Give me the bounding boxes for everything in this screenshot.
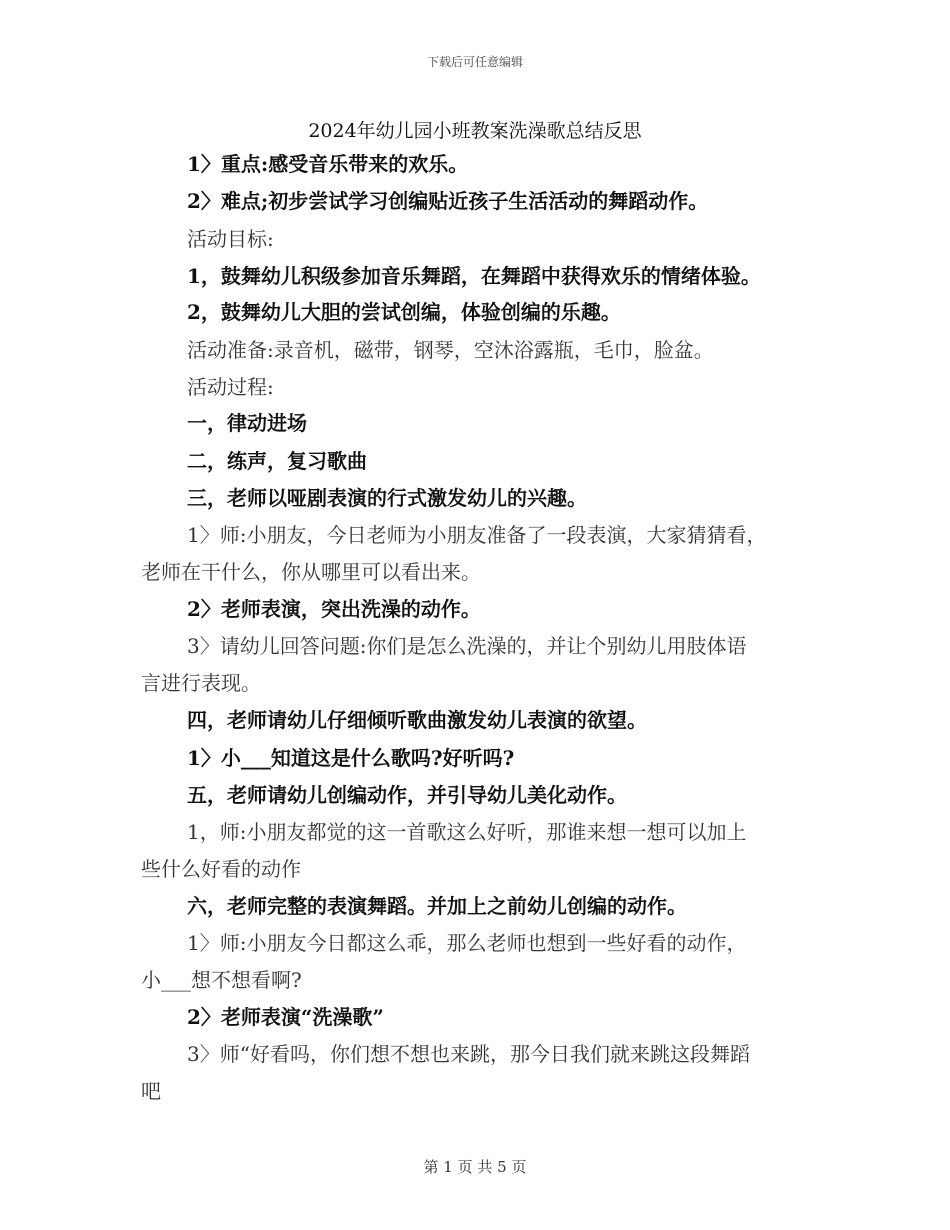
paragraph-line: 2〉老师表演，突出洗澡的动作。 xyxy=(187,597,481,621)
paragraph-line: 1，师:小朋友都觉的这一首歌这么好听，那谁来想一想可以加上 xyxy=(187,820,747,844)
paragraph-line: 一，律动进场 xyxy=(187,411,307,435)
paragraph-line: 三，老师以哑剧表演的行式激发幼儿的兴趣。 xyxy=(187,486,587,510)
paragraph-line: 2〉老师表演“洗澡歌” xyxy=(187,1005,384,1029)
paragraph-line: 1〉师:小朋友今日都这么乖，那么老师也想到一些好看的动作， xyxy=(187,931,747,955)
paragraph-line: 2〉难点;初步尝试学习创编贴近孩子生活活动的舞蹈动作。 xyxy=(187,189,709,213)
paragraph-line: 六，老师完整的表演舞蹈。并加上之前幼儿创编的动作。 xyxy=(187,894,687,918)
paragraph-line: 五，老师请幼儿创编动作，并引导幼儿美化动作。 xyxy=(187,783,627,807)
paragraph-line: 吧 xyxy=(141,1079,161,1103)
paragraph-line: 1〉小___知道这是什么歌吗?好听吗? xyxy=(187,746,515,770)
paragraph-line: 3〉请幼儿回答问题:你们是怎么洗澡的，并让个别幼儿用肢体语 xyxy=(187,634,747,658)
paragraph-line: 1〉重点:感受音乐带来的欢乐。 xyxy=(187,152,469,176)
document-title: 2024年幼儿园小班教案洗澡歌总结反思 xyxy=(308,120,642,142)
paragraph-line: 活动目标: xyxy=(187,227,274,251)
paragraph-line: 言进行表现。 xyxy=(141,671,261,695)
paragraph-line: 四，老师请幼儿仔细倾听歌曲激发幼儿表演的欲望。 xyxy=(187,708,647,732)
paragraph-line: 1〉师:小朋友，今日老师为小朋友准备了一段表演，大家猜猜看， xyxy=(187,523,767,547)
paragraph-line: 二，练声，复习歌曲 xyxy=(187,449,367,473)
paragraph-line: 2，鼓舞幼儿大胆的尝试创编，体验创编的乐趣。 xyxy=(187,300,621,324)
paragraph-line: 3〉师“好看吗，你们想不想也来跳，那今日我们就来跳这段舞蹈 xyxy=(187,1042,750,1066)
paragraph-line: 小___想不想看啊? xyxy=(141,968,302,992)
paragraph-line: 老师在干什么，你从哪里可以看出来。 xyxy=(141,560,481,584)
page-footer: 第 1 页 共 5 页 xyxy=(423,1158,527,1176)
paragraph-line: 活动过程: xyxy=(187,375,274,399)
header-note: 下载后可任意编辑 xyxy=(426,55,523,69)
paragraph-line: 活动准备:录音机，磁带，钢琴，空沐浴露瓶，毛巾，脸盆。 xyxy=(187,338,714,362)
paragraph-line: 些什么好看的动作 xyxy=(141,857,301,881)
paragraph-line: 1，鼓舞幼儿积级参加音乐舞蹈，在舞蹈中获得欢乐的情绪体验。 xyxy=(187,264,761,288)
